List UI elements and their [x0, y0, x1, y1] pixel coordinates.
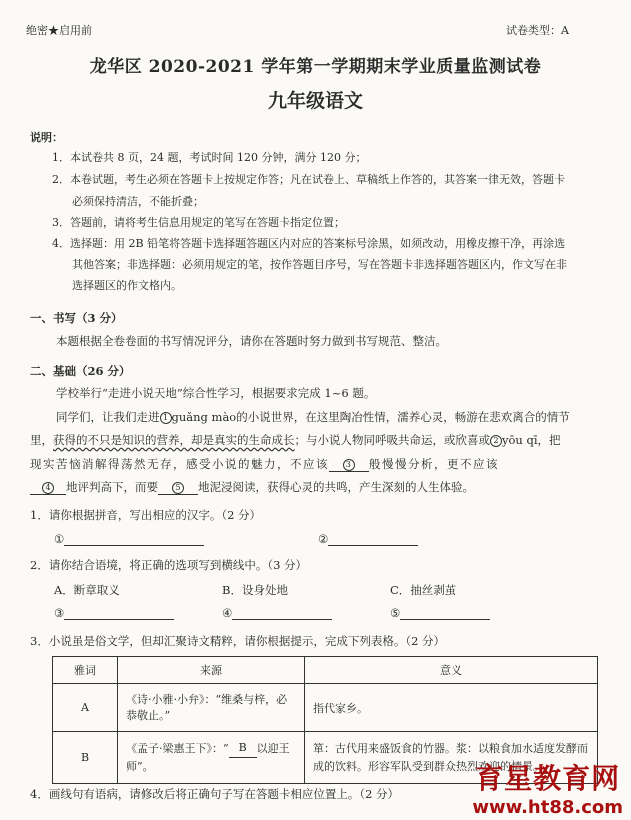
watermark-logo: 育星教育网	[475, 762, 621, 795]
blank-num: 2	[490, 435, 502, 447]
secrecy-label: 绝密★启用前	[26, 24, 92, 37]
section1-heading: 一、书写（3 分）	[30, 311, 123, 325]
q2-option-a: A．断章取义	[54, 583, 120, 597]
passage-line-3: 现实苦恼消解得荡然无存，感受小说的魅力，不应该 3 般慢慢分析，更不应该	[30, 457, 499, 471]
q1-answer-2[interactable]: ②	[318, 532, 418, 546]
q1-answer-1[interactable]: ①	[54, 532, 204, 546]
section2-intro: 学校举行“走进小说天地”综合性学习，根据要求完成 1~6 题。	[56, 386, 376, 400]
cell-meaning: 指代家乡。	[305, 684, 598, 732]
note-line: 选择题区的作文格内。	[72, 279, 182, 292]
note-line: 2．本卷试题，考生必须在答题卡上按规定作答；凡在试卷上、草稿纸上作答的，其答案一律无效，答题卡	[52, 173, 565, 186]
table-header-row	[53, 657, 598, 684]
paper-type-label: 试卷类型：A	[506, 24, 569, 37]
section2-heading: 二、基础（26 分）	[30, 364, 131, 378]
notes-heading: 说明：	[30, 131, 63, 144]
blank-num: 5	[172, 482, 184, 494]
question-1: 1．请你根据拼音，写出相应的汉字。（2 分）	[30, 508, 262, 522]
q2-option-c: C．抽丝剥茧	[390, 583, 457, 597]
note-line: 4．选择题：用 2B 铅笔将答题卡选择题答题区内对应的答案标号涂黑，如须改动，用橡皮擦干净，再涂选	[52, 237, 566, 250]
note-line: 其他答案；非选择题：必须用规定的笔，按作答题目序号，写在答题卡非选择题答题区内，作文写在非	[72, 258, 567, 271]
pinyin: yōu qī	[502, 433, 538, 447]
cell-word: A	[53, 684, 118, 732]
blank-b[interactable]: B	[229, 739, 257, 758]
watermark	[472, 757, 623, 818]
question-3: 3．小说虽是俗文学，但却汇聚诗文精粹，请你根据提示，完成下列表格。（2 分）	[30, 634, 446, 648]
blank-num: 1	[160, 412, 172, 424]
passage-line-4: 4 地评判高下，而要 5 地泥浸阅读，获得心灵的共鸣，产生深刻的人生体验。	[30, 479, 474, 495]
note-line: 必须保持清洁，不能折叠；	[72, 195, 204, 208]
q2-answer-3[interactable]: ③	[54, 606, 174, 620]
note-line: 3．答题前，请将考生信息用规定的笔写在答题卡指定位置；	[52, 216, 345, 229]
section1-text: 本题根据全卷卷面的书写情况评分，请你在答题时努力做到书写规范、整洁。	[56, 334, 447, 348]
watermark-url: www.ht88.com	[472, 797, 623, 818]
blank-num: 4	[42, 482, 54, 494]
q2-answer-4[interactable]: ④	[222, 606, 332, 620]
q2-option-b: B．设身处地	[222, 583, 288, 597]
q2-answer-5[interactable]: ⑤	[390, 606, 490, 620]
cell-word: B	[53, 732, 118, 784]
faulty-sentence: 获得的不只是知识的营养，却是真实的生命成长	[53, 433, 295, 447]
exam-title: 龙华区 2020-2021 学年第一学期期末学业质量监测试卷	[89, 57, 542, 77]
cell-source: 《诗·小雅·小弁》：“维桑与梓，必恭敬止。”	[118, 684, 305, 732]
question-4: 4．画线句有语病，请修改后将正确句子写在答题卡相应位置上。（2 分）	[30, 787, 400, 801]
exam-subtitle: 九年级语文	[267, 90, 363, 112]
note-line: 1．本试卷共 8 页，24 题，考试时间 120 分钟，满分 120 分；	[52, 151, 367, 164]
table-header: 来源	[118, 657, 305, 684]
passage-line-1: 同学们，让我们走进 1 guǎng mào的小说世界，在这里陶冶性情，濡养心灵，畅游在悲欢离合的情节	[56, 410, 570, 424]
table-header: 意义	[305, 657, 598, 684]
table-row	[53, 684, 598, 732]
cell-source: 《孟子·梁惠王下》：“ B 以迎王师”。	[118, 732, 305, 784]
passage-line-2: 里，获得的不只是知识的营养，却是真实的生命成长；与小说人物同呼吸共命运，或欣喜或 2 yōu qī，把	[30, 433, 561, 447]
pinyin: guǎng mào	[171, 410, 237, 424]
blank-num: 3	[343, 459, 355, 471]
table-header: 雅词	[53, 657, 118, 684]
cell-meaning: 箪：古代用来盛饭食的竹器。浆：以粮食加水适度发酵而成的饮料。形容军队受到群众热烈欢迎的情景。	[305, 732, 598, 784]
question-2: 2．请你结合语境，将正确的选项写到横线中。（3 分）	[30, 558, 308, 572]
